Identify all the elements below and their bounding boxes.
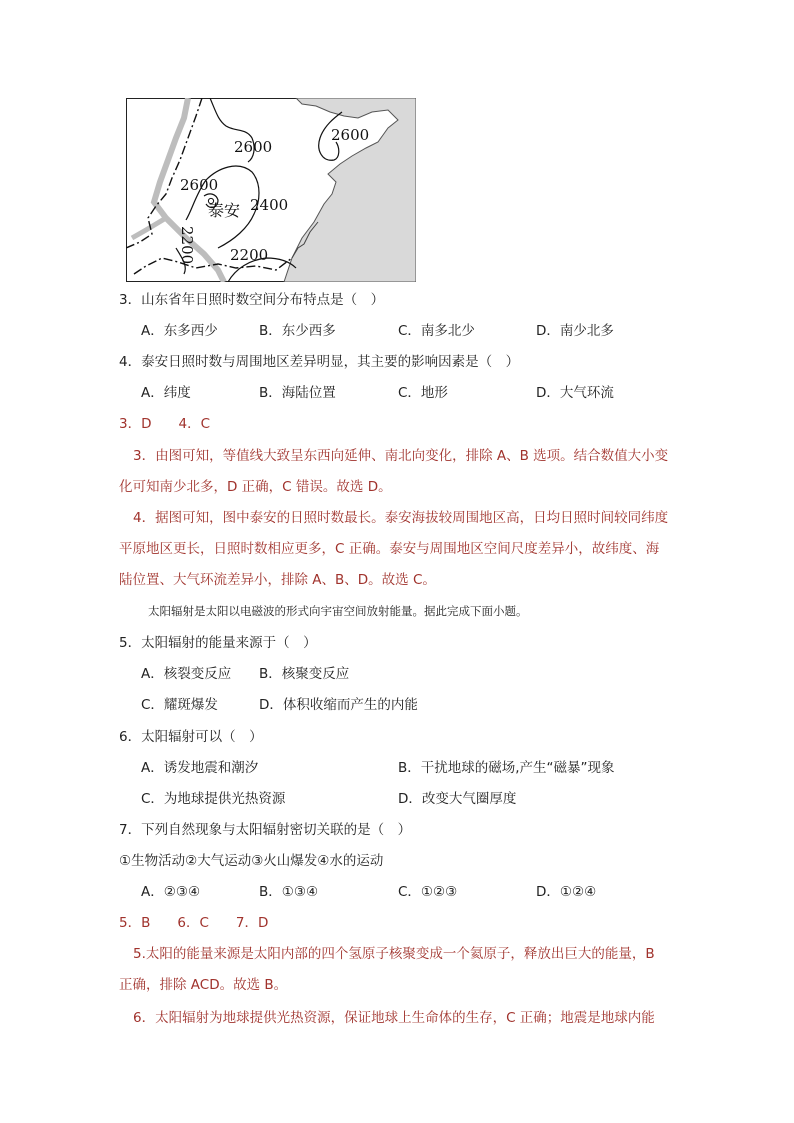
map-label-2400: 2400 xyxy=(250,196,289,214)
q3-option-b: B．东少西多 xyxy=(259,323,336,339)
q6-option-d: D．改变大气圈厚度 xyxy=(398,791,517,807)
sunshine-isoline-map xyxy=(126,98,416,282)
q6-option-c: C．为地球提供光热资源 xyxy=(141,791,286,807)
map-label-2600-east: 2600 xyxy=(331,126,370,144)
q3-option-d: D．南少北多 xyxy=(536,323,614,339)
map-label-2600-north: 2600 xyxy=(234,138,273,156)
map-label-taian: 泰安 xyxy=(208,201,241,220)
q4-stem: 4．泰安日照时数与周围地区差异明显，其主要的影响因素是（ ） xyxy=(119,354,520,370)
q3-option-a: A．东多西少 xyxy=(141,323,218,339)
explanation-5: 5.太阳的能量来源是太阳内部的四个氢原子核聚变成一个氦原子，释放出巨大的能量，B 正确，排除 ACD。故选 B。 xyxy=(119,946,655,993)
q5-option-a: A．核裂变反应 xyxy=(141,666,232,682)
map-label-2200-south: 2200 xyxy=(230,246,269,264)
map-label-2600-taian: 2600 xyxy=(180,176,219,194)
q5-option-c: C．耀斑爆发 xyxy=(141,697,218,713)
explanation-6: 6．太阳辐射为地球提供光热资源，保证地球上生命体的生存，C 正确；地震是地球内能 xyxy=(133,1010,655,1026)
answers-3-4: 3．D 4．C xyxy=(119,416,210,432)
q7-option-c: C．①②③ xyxy=(398,884,458,900)
q6-stem: 6．太阳辐射可以（ ） xyxy=(119,729,263,745)
q4-option-c: C．地形 xyxy=(398,385,448,401)
q7-option-d: D．①②④ xyxy=(536,884,597,900)
explanation-3: 3．由图可知，等值线大致呈东西向延伸、南北向变化，排除 A、B 选项。结合数值大小变化可知南少北多，D 正确，C 错误。故选 D。 xyxy=(119,448,669,495)
q5-option-b: B．核聚变反应 xyxy=(259,666,350,682)
q4-option-d: D．大气环流 xyxy=(536,385,614,401)
q7-items: ①生物活动②大气运动③火山爆发④水的运动 xyxy=(119,853,384,869)
q4-option-a: A．纬度 xyxy=(141,385,191,401)
q6-option-a: A．诱发地震和潮汐 xyxy=(141,760,259,776)
q7-option-a: A．②③④ xyxy=(141,884,201,900)
explanation-4: 4．据图可知，图中泰安的日照时数最长。泰安海拔较周围地区高，日均日照时间较同纬度平原地区更长，日照时数相应更多，C 正确。泰安与周围地区空间尺度差异小，故纬度、海陆位置、大气环流差异小，排除 A、B、D。故选 C。 xyxy=(119,510,669,588)
answers-5-7: 5．B 6．C 7．D xyxy=(119,915,269,931)
map-label-2200-west: 2200 xyxy=(178,226,196,265)
q5-stem: 5．太阳辐射的能量来源于（ ） xyxy=(119,635,317,651)
q7-stem: 7．下列自然现象与太阳辐射密切关联的是（ ） xyxy=(119,822,412,838)
q3-option-c: C．南多北少 xyxy=(398,323,475,339)
q6-option-b: B．干扰地球的磁场,产生“磁暴”现象 xyxy=(398,760,615,776)
q4-option-b: B．海陆位置 xyxy=(259,385,336,401)
q5-option-d: D．体积收缩而产生的内能 xyxy=(259,697,418,713)
passage-intro: 太阳辐射是太阳以电磁波的形式向宇宙空间放射能量。据此完成下面小题。 xyxy=(148,604,528,618)
q3-stem: 3．山东省年日照时数空间分布特点是（ ） xyxy=(119,292,385,308)
q7-option-b: B．①③④ xyxy=(259,884,319,900)
